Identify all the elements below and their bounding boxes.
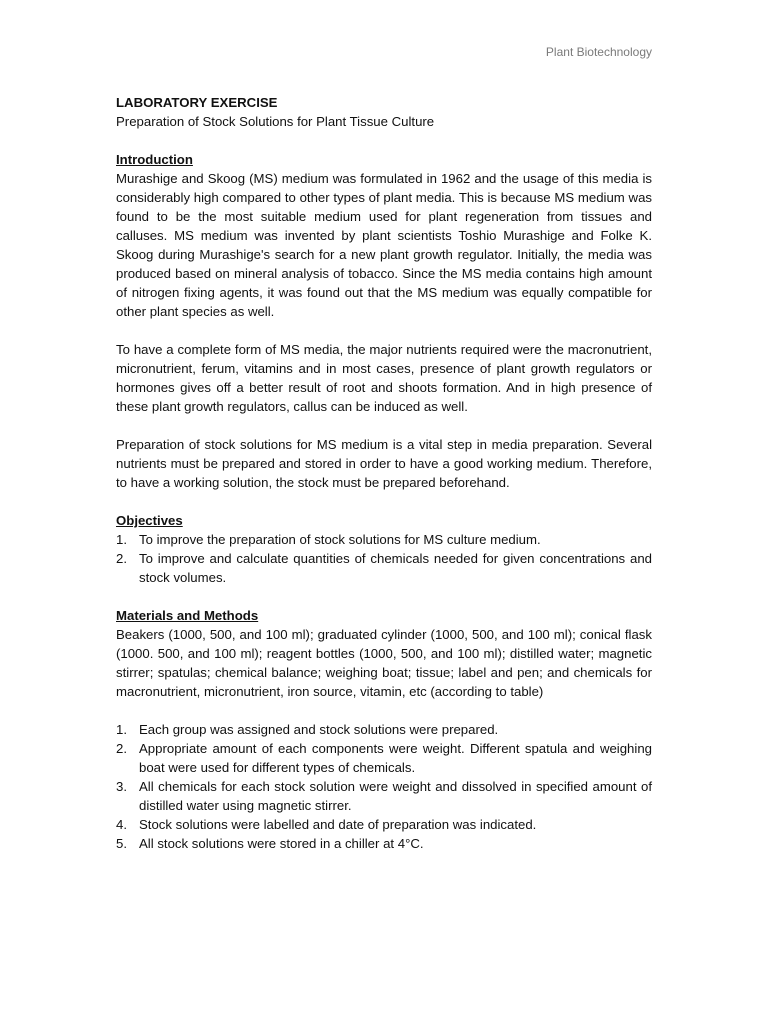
objectives-list [116,530,652,587]
spacer [116,587,652,606]
objective-text: To improve and calculate quantities of chemicals needed for given concentrations and stock volumes. [139,551,652,585]
exercise-title: Preparation of Stock Solutions for Plant Tissue Culture [116,114,435,129]
list-number: 4. [116,817,127,832]
list-number: 1. [116,532,127,547]
objective-item [116,530,652,549]
running-header: Plant Biotechnology [545,45,652,59]
materials-methods-heading: Materials and Methods [116,608,259,623]
spacer [116,492,652,511]
spacer [116,321,652,340]
method-step [116,720,652,739]
list-number: 5. [116,836,127,851]
method-step-text: Stock solutions were labelled and date of preparation was indicated. [139,817,537,832]
method-step [116,815,652,834]
list-number: 2. [116,551,127,566]
introduction-paragraph-3: Preparation of stock solutions for MS medium is a vital step in media preparation. Several nutrients must be prepared and stored in order to have a good working medium. Therefore, to have a working solution, the stock must be prepared beforehand. [116,437,652,490]
exercise-label: LABORATORY EXERCISE [116,95,278,110]
spacer [116,701,652,720]
method-step [116,739,652,777]
method-step-text: All chemicals for each stock solution were weight and dissolved in specified amount of distilled water using magnetic stirrer. [139,779,652,813]
list-number: 3. [116,779,127,794]
list-number: 1. [116,722,127,737]
method-step [116,834,652,853]
method-step-text: Each group was assigned and stock solutions were prepared. [139,722,499,737]
introduction-paragraph-2: To have a complete form of MS media, the major nutrients required were the macronutrient, micronutrient, ferum, vitamins and in most cases, presence of plant growth regulators or hormones gives off a better result of root and shoots formation. And in high presence of these plant growth regulators, callus can be induced as well. [116,342,652,414]
introduction-paragraph-1: Murashige and Skoog (MS) medium was formulated in 1962 and the usage of this media is considerably high compared to other types of plant media. This is because MS medium was found to be the most suitable medium used for plant regeneration from tissues and calluses. MS medium was invented by plant scientists Toshio Murashige and Folke K. Skoog during Murashige's search for a new plant growth regulator. Initially, the media was produced based on mineral analysis of tobacco. Since the MS media contains high amount of nitrogen fixing agents, it was found out that the MS medium was equally compatible for other plant species as well. [116,171,652,319]
objectives-heading: Objectives [116,513,183,528]
spacer [116,131,652,150]
method-step [116,777,652,815]
method-step-text: Appropriate amount of each components were weight. Different spatula and weighing boat were used for different types of chemicals. [139,741,652,775]
document-body [116,93,652,853]
objective-item [116,549,652,587]
list-number: 2. [116,741,127,756]
objective-text: To improve the preparation of stock solutions for MS culture medium. [139,532,541,547]
method-step-text: All stock solutions were stored in a chiller at 4°C. [139,836,424,851]
methods-list [116,720,652,853]
spacer [116,416,652,435]
introduction-heading: Introduction [116,152,193,167]
materials-paragraph: Beakers (1000, 500, and 100 ml); graduated cylinder (1000, 500, and 100 ml); conical flask (1000. 500, and 100 ml); reagent bottles (1000, 500, and 100 ml); distilled water; magnetic stirrer; spatulas; chemical balance; weighing boat; tissue; label and pen; and chemicals for macronutrient, micronutrient, iron source, vitamin, etc (according to table) [116,627,652,699]
